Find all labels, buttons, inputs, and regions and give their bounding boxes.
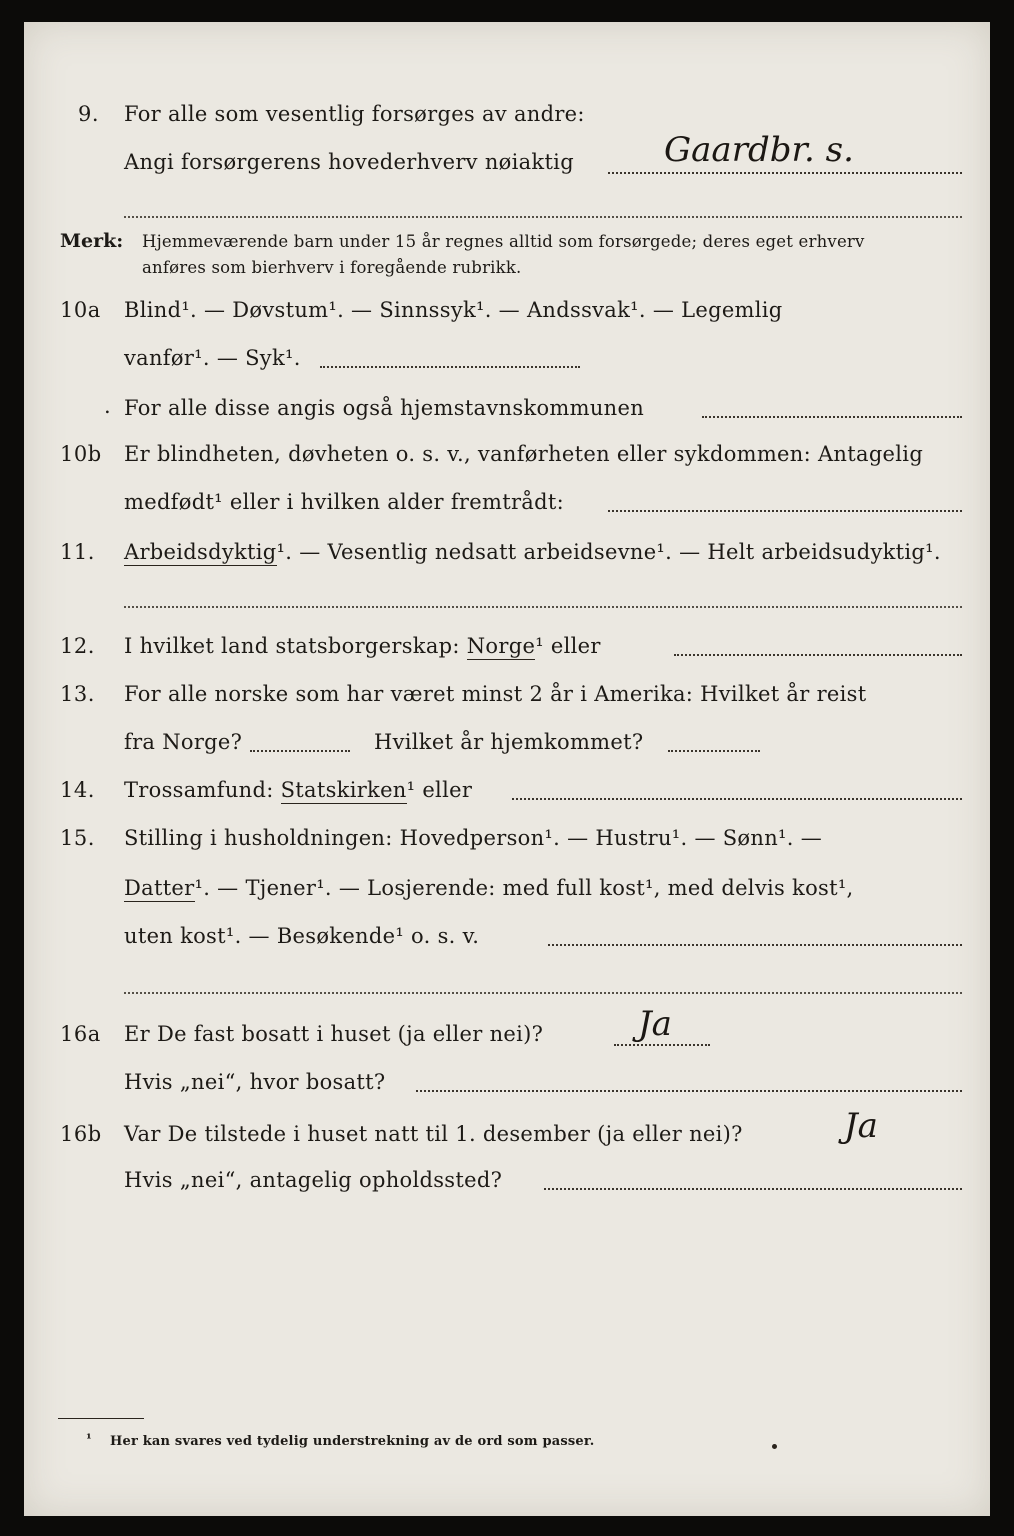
q10a-bullet: .: [104, 394, 111, 418]
q15-line2-rest: ¹. — Tjener¹. — Losjerende: med full kost¹, med delvis kost¹,: [194, 876, 854, 900]
q13-number: 13.: [60, 682, 95, 706]
q16a-line1: Er De fast bosatt i huset (ja eller nei)?: [124, 1022, 544, 1046]
q16a-bosatt-line: [416, 1090, 962, 1092]
merk-line1: Hjemmeværende barn under 15 år regnes alltid som forsørgede; deres eget erhverv: [142, 232, 865, 251]
q12-answer-line: [674, 654, 962, 656]
q16b-handwritten-answer: Ja: [844, 1106, 878, 1146]
q15-line2: [124, 876, 854, 900]
q16b-opholdssted-line: [544, 1188, 962, 1190]
q13-line1: For alle norske som har været minst 2 år i Amerika: Hvilket år reist: [124, 682, 867, 706]
section-divider: [124, 992, 962, 994]
q13-reist-line: [250, 750, 350, 752]
q16b-number: 16b: [60, 1122, 102, 1146]
q10a-line3: For alle disse angis også hjemstavnskommunen: [124, 396, 645, 420]
q11-underlined-option: Arbeidsdyktig: [124, 540, 277, 564]
q16b-line1: Var De tilstede i huset natt til 1. desember (ja eller nei)?: [124, 1122, 743, 1146]
q10b-line1: Er blindheten, døvheten o. s. v., vanførheten eller sykdommen: Antagelig: [124, 442, 924, 466]
q14-number: 14.: [60, 778, 95, 802]
q10b-answer-line: [608, 510, 962, 512]
q11-number: 11.: [60, 540, 95, 564]
q10a-line1: Blind¹. — Døvstum¹. — Sinnssyk¹. — Andssvak¹. — Legemlig: [124, 298, 783, 322]
q14-underlined-option: Statskirken: [280, 778, 407, 802]
q15-number: 15.: [60, 826, 95, 850]
q16a-line2: Hvis „nei“, hvor bosatt?: [124, 1070, 386, 1094]
q16b-line2: Hvis „nei“, antagelig opholdssted?: [124, 1168, 503, 1192]
q14-pre: Trossamfund:: [124, 778, 274, 802]
q10a-syk-line: [320, 366, 580, 368]
q10a-line2: vanfør¹. — Syk¹.: [124, 346, 301, 370]
footnote-rule: [58, 1418, 144, 1419]
merk-line2: anføres som bierhverv i foregående rubrikk.: [142, 258, 522, 277]
q14-line: [124, 778, 472, 802]
q14-answer-line: [512, 798, 962, 800]
q15-answer-line: [548, 944, 962, 946]
q9-line1: For alle som vesentlig forsørges av andre:: [124, 102, 585, 126]
census-form-page: [24, 22, 990, 1516]
q16a-answer-line: [614, 1044, 710, 1046]
q10a-kommune-line: [702, 416, 962, 418]
q16a-number: 16a: [60, 1022, 101, 1046]
footnote-text: Her kan svares ved tydelig understrekning av de ord som passer.: [110, 1434, 595, 1449]
q14-post: ¹ eller: [406, 778, 473, 802]
q9-line2: Angi forsørgerens hovederhverv nøiaktig: [124, 150, 574, 174]
ink-dot: [772, 1444, 777, 1449]
q13-part2: Hvilket år hjemkommet?: [374, 730, 644, 754]
q11-rest: ¹. — Vesentlig nedsatt arbeidsevne¹. — Helt arbeidsudyktig¹.: [276, 540, 941, 564]
q9-answer-line: [608, 172, 962, 174]
q11-line: [124, 540, 941, 564]
q13-hjemkommet-line: [668, 750, 760, 752]
q10a-number: 10a: [60, 298, 101, 322]
q9-handwritten-answer: Gaardbr. s.: [664, 130, 854, 170]
section-divider: [124, 606, 962, 608]
q12-number: 12.: [60, 634, 95, 658]
q15-underlined-option: Datter: [124, 876, 195, 900]
q12-underlined-option: Norge: [466, 634, 536, 658]
q10b-number: 10b: [60, 442, 102, 466]
q12-post: ¹ eller: [535, 634, 601, 658]
q9-number: 9.: [78, 102, 100, 126]
q13-part1: fra Norge?: [124, 730, 243, 754]
q12-pre: I hvilket land statsborgerskap:: [124, 634, 460, 658]
q15-line3: uten kost¹. — Besøkende¹ o. s. v.: [124, 924, 480, 948]
q16a-handwritten-answer: Ja: [638, 1004, 672, 1044]
merk-label: Merk:: [60, 230, 124, 252]
section-divider: [124, 216, 962, 218]
q12-line: [124, 634, 601, 658]
q15-line1: Stilling i husholdningen: Hovedperson¹. — Hustru¹. — Sønn¹. —: [124, 826, 822, 850]
footnote-marker: ¹: [86, 1432, 92, 1447]
q10b-line2: medfødt¹ eller i hvilken alder fremtrådt:: [124, 490, 564, 514]
